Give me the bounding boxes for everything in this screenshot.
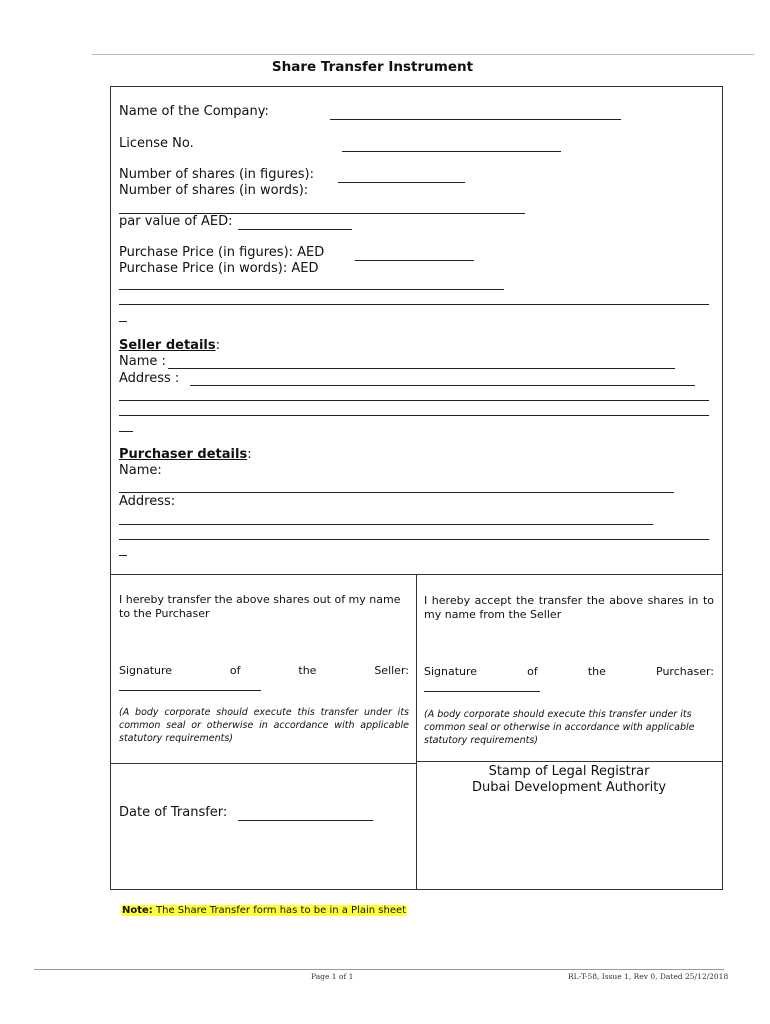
company-name-label: Name of the Company:: [119, 104, 269, 119]
seller-signature-label: Signature of the Seller:: [119, 664, 409, 677]
seller-heading: Seller details:: [119, 338, 220, 353]
seller-address-label: Address :: [119, 371, 180, 386]
company-name-line[interactable]: [330, 119, 621, 120]
par-value-label: par value of AED:: [119, 214, 233, 229]
page-number: Page 1 of 1: [311, 972, 354, 981]
seller-signature-line[interactable]: [119, 690, 261, 691]
grid-divider-right: [416, 761, 722, 762]
seller-address-line-2[interactable]: [119, 400, 709, 401]
stamp-registrar-label: Stamp of Legal Registrar: [488, 764, 650, 779]
seller-name-line[interactable]: [168, 368, 675, 369]
seller-body-corporate-note: (A body corporate should execute this transfer under its common seal or otherwise in accordance with applicable statutory requirements): [119, 707, 409, 744]
purchaser-body-corporate-note: (A body corporate should execute this transfer under its common seal or otherwise in accordance with applicable statutory requirements): [424, 709, 695, 746]
plain-sheet-note: Note: The Share Transfer form has to be in a Plain sheet: [122, 905, 407, 916]
seller-address-line-4[interactable]: [119, 431, 133, 432]
price-figures-line[interactable]: [355, 260, 474, 261]
price-words-line-2[interactable]: [119, 304, 709, 305]
license-label: License No.: [119, 136, 194, 151]
price-words-label: Purchase Price (in words): AED: [119, 261, 319, 276]
purchaser-name-label: Name:: [119, 463, 162, 478]
date-of-transfer-line[interactable]: [238, 820, 373, 821]
purchaser-statement: I hereby accept the transfer the above shares in to my name from the Seller: [424, 594, 714, 621]
seller-address-line-1[interactable]: [190, 385, 695, 386]
grid-divider-vertical: [416, 575, 417, 889]
purchaser-address-line-1[interactable]: [119, 524, 653, 525]
price-words-line-1[interactable]: [119, 289, 504, 290]
details-box: [110, 86, 723, 575]
seller-statement: I hereby transfer the above shares out of my name to the Purchaser: [119, 593, 401, 620]
shares-figures-line[interactable]: [338, 182, 465, 183]
price-figures-label: Purchase Price (in figures): AED: [119, 245, 325, 260]
purchaser-signature-label: Signature of the Purchaser:: [424, 665, 714, 678]
stamp-authority-label: Dubai Development Authority: [471, 780, 667, 795]
seller-address-line-3[interactable]: [119, 415, 709, 416]
date-of-transfer-label: Date of Transfer:: [119, 805, 228, 820]
purchaser-name-line[interactable]: [119, 492, 674, 493]
price-words-line-3[interactable]: [119, 321, 127, 322]
shares-words-label: Number of shares (in words):: [119, 183, 309, 198]
seller-name-label: Name :: [119, 354, 166, 369]
purchaser-address-line-2[interactable]: [119, 539, 709, 540]
par-value-line[interactable]: [238, 229, 352, 230]
grid-divider-left: [111, 763, 416, 764]
header-rule: [92, 54, 754, 55]
license-line[interactable]: [342, 151, 561, 152]
footer-rule: [34, 969, 724, 970]
purchaser-heading: Purchaser details:: [119, 447, 252, 462]
signature-grid: [110, 574, 723, 890]
purchaser-address-line-3[interactable]: [119, 555, 127, 556]
purchaser-signature-line[interactable]: [424, 691, 540, 692]
document-reference: RL-T-58, Issue 1, Rev 0, Dated 25/12/2018: [568, 972, 729, 981]
shares-figures-label: Number of shares (in figures):: [119, 167, 314, 182]
document-title: Share Transfer Instrument: [271, 59, 474, 75]
purchaser-address-label: Address:: [119, 494, 176, 509]
